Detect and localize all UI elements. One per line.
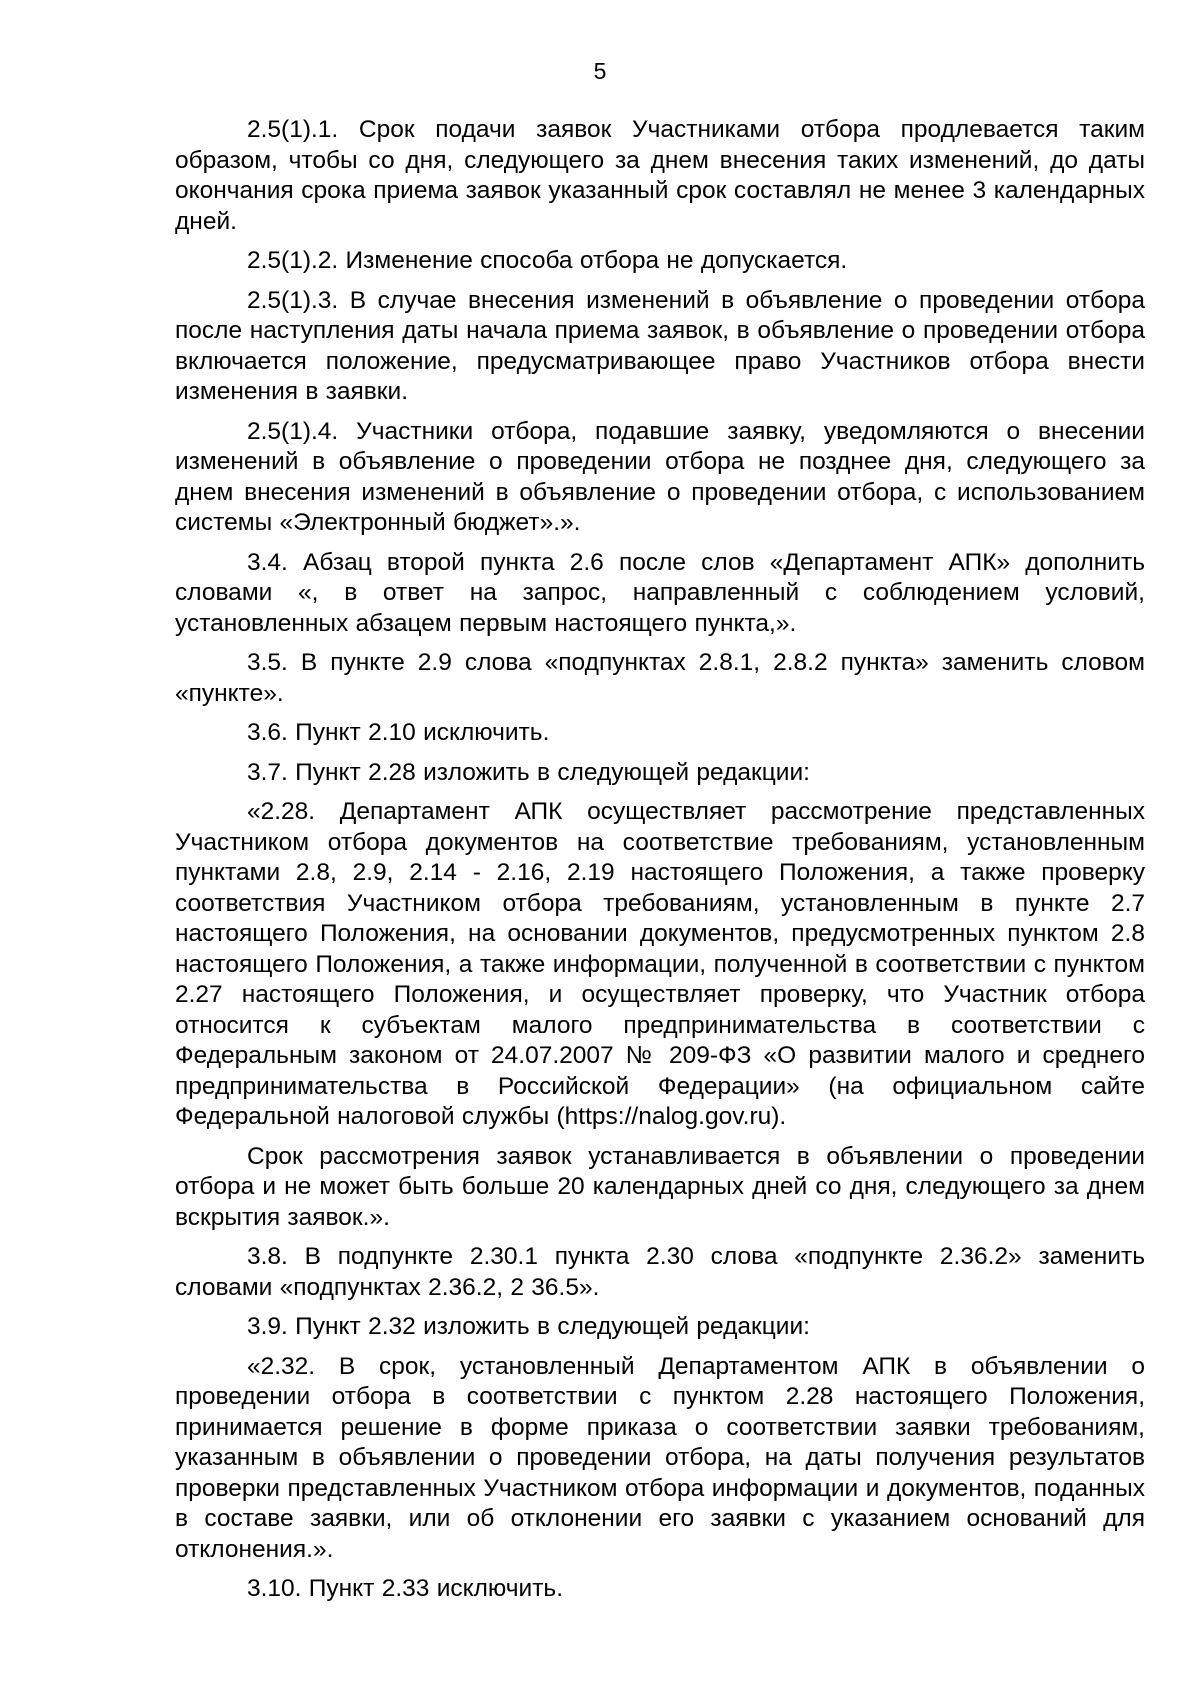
paragraph-2-32-text: «2.32. В срок, установленный Департаментом АПК в объявлении о проведении отбора в соответствии с пунктом 2.28 настоящего Положения, принимается решение в форме приказа о соответствии заявки требованиям, указанным в объявлении о проведении отбора, на даты получения результатов проверки представленных Участником отбора информации и документов, поданных в составе заявки, или об отклонении его заявки с указанием оснований для отклонения.». bbox=[175, 1352, 1145, 1563]
paragraph-3-4: 3.4. Абзац второй пункта 2.6 после слов «Департамент АПК» дополнить словами «, в ответ на запрос, направленный с соблюдением условий, установленных абзацем первым настоящего пункта,». bbox=[175, 548, 1145, 637]
paragraph-2-5-1-3: 2.5(1).3. В случае внесения изменений в объявление о проведении отбора после наступления даты начала приема заявок, в объявление о проведении отбора включается положение, предусматривающее право Участников отбора внести изменения в заявки. bbox=[175, 286, 1145, 405]
paragraph-3-9: 3.9. Пункт 2.32 изложить в следующей редакции: bbox=[247, 1313, 810, 1340]
paragraph-2-5-1-1: 2.5(1).1. Срок подачи заявок Участниками отбора продлевается таким образом, чтобы со дня, следующего за днем внесения таких изменений, до даты окончания срока приема заявок указанный срок составлял не менее 3 календарных дней. bbox=[175, 116, 1145, 235]
paragraph-3-8: 3.8. В подпункте 2.30.1 пункта 2.30 слова «подпункте 2.36.2» заменить словами «подпунктах 2.36.2, 2 36.5». bbox=[175, 1243, 1145, 1301]
paragraph-3-7: 3.7. Пункт 2.28 изложить в следующей редакции: bbox=[247, 758, 810, 786]
page-number: 5 bbox=[593, 58, 607, 84]
paragraph-2-5-1-2: 2.5(1).2. Изменение способа отбора не допускается. bbox=[247, 247, 848, 274]
paragraph-review-period: Срок рассмотрения заявок устанавливается в объявлении о проведении отбора и не может быть больше 20 календарных дней со дня, следующего за днем вскрытия заявок.». bbox=[175, 1142, 1145, 1231]
document-body bbox=[175, 115, 1145, 1614]
paragraph-3-5: 3.5. В пункте 2.9 слова «подпунктах 2.8.1, 2.8.2 пункта» заменить словом «пункте». bbox=[175, 649, 1145, 707]
paragraph-3-6: 3.6. Пункт 2.10 исключить. bbox=[247, 719, 550, 746]
paragraph-3-10: 3.10. Пункт 2.33 исключить. bbox=[247, 1575, 564, 1602]
paragraph-2-28-text: «2.28. Департамент АПК осуществляет рассмотрение представленных Участником отбора документов на соответствие требованиям, установленным пунктами 2.8, 2.9, 2.14 - 2.16, 2.19 настоящего Положения, а также проверку соответствия Участником отбора требованиям, установленным в пункте 2.7 настоящего Положения, на основании документов, предусмотренных пунктом 2.8 настоящего Положения, а также информации, полученной в соответствии с пунктом 2.27 настоящего Положения, и осуществляет проверку, что Участник отбора относится к субъектам малого предпринимательства в соответствии с Федеральным законом от 24.07.2007 № 209-ФЗ «О развитии малого и среднего предпринимательства в Российской Федерации» (на официальном сайте Федеральной налоговой службы (https://nalog.gov.ru). bbox=[175, 798, 1145, 1130]
paragraph-2-5-1-4: 2.5(1).4. Участники отбора, подавшие заявку, уведомляются о внесении изменений в объявление о проведении отбора не позднее дня, следующего за днем внесения изменений в объявление о проведении отбора, с использованием системы «Электронный бюджет».». bbox=[175, 417, 1145, 536]
